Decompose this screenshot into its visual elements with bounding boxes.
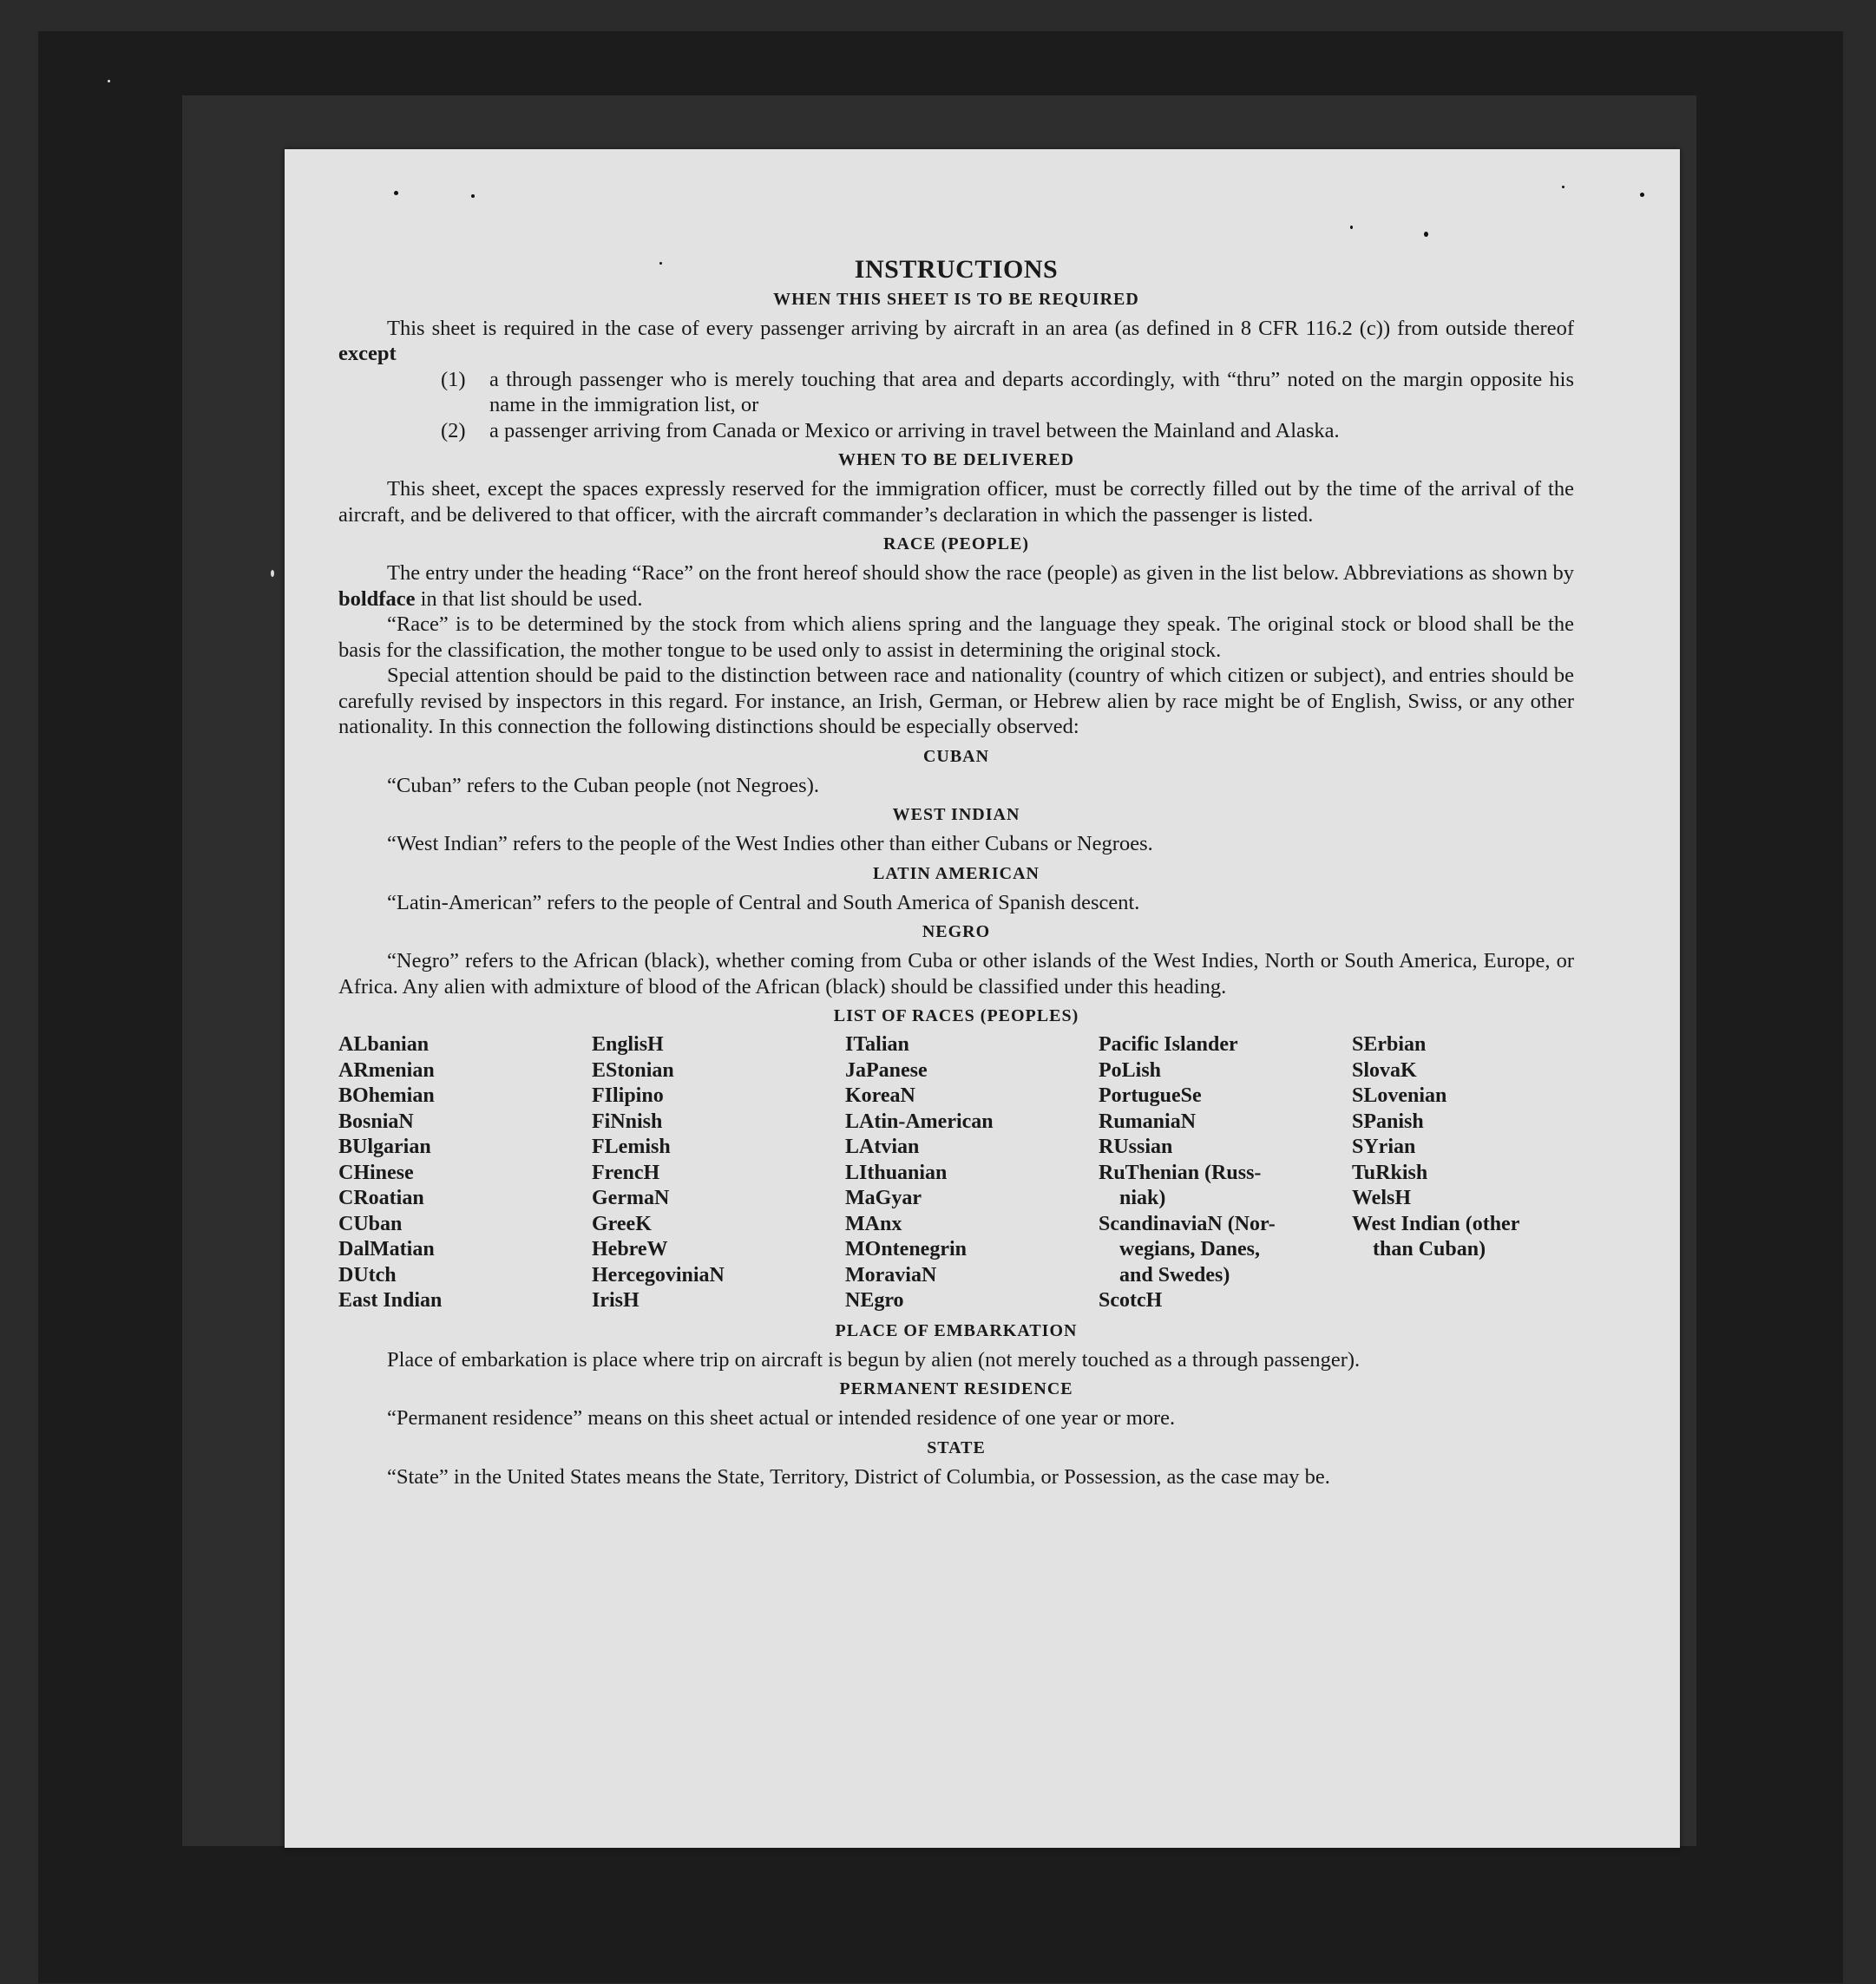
cuban-text: “Cuban” refers to the Cuban people (not Negroes).	[387, 773, 819, 797]
heading-permanent-residence: PERMANENT RESIDENCE	[839, 1379, 1073, 1398]
latin-american-text: “Latin-American” refers to the people of Central and South America of Spanish descent.	[387, 890, 1140, 914]
exception-item-2: (2) a passenger arriving from Canada or Mexico or arriving in travel between the Mainland and Alaska.	[441, 418, 1340, 442]
race-list-item: BosniaN	[338, 1110, 414, 1133]
heading-cuban: CUBAN	[922, 746, 990, 766]
heading-list-of-races: LIST OF RACES (PEOPLES)	[833, 1006, 1079, 1025]
race-list-item: JaPanese	[845, 1058, 928, 1082]
race-list-item: GreeK	[592, 1212, 652, 1235]
race-column-2	[592, 1032, 845, 1314]
heading-west-indian: WEST INDIAN	[892, 805, 1020, 824]
race-list-item: CRoatian	[338, 1187, 424, 1209]
race-list-item: FiNnish	[592, 1110, 663, 1133]
race-list-item: EStonian	[592, 1058, 674, 1082]
state-text: “State” in the United States means the State, Territory, District of Columbia, or Possession, as the case may be.	[387, 1464, 1330, 1489]
west-indian-text: “West Indian” refers to the people of the West Indies other than either Cubans or Negroes.	[387, 832, 1153, 855]
race-list-item: Pacific Islander	[1099, 1033, 1238, 1056]
race-list-item: FIlipino	[592, 1084, 664, 1107]
race-list-item: HercegoviniaN	[592, 1263, 725, 1287]
residence-text: “Permanent residence” means on this sheet actual or intended residence of one year or more.	[387, 1406, 1176, 1430]
race-list-item: MoraviaN	[845, 1263, 937, 1287]
race-list-item: PortugueSe	[1099, 1084, 1202, 1107]
race-list-item: SYrian	[1352, 1136, 1416, 1158]
heading-when-delivered: WHEN TO BE DELIVERED	[837, 450, 1075, 469]
race-list-item: FLemish	[592, 1136, 671, 1158]
race-list-item: WelsH	[1352, 1187, 1412, 1209]
heading-race: RACE (PEOPLE)	[883, 534, 1029, 553]
scan-speck	[471, 194, 475, 198]
race-list-item: IrisH	[592, 1289, 640, 1312]
scan-speck	[108, 80, 110, 82]
race-column-1	[338, 1032, 592, 1314]
race-list-item: RumaniaN	[1099, 1110, 1197, 1133]
race-list-item: NEgro	[845, 1289, 904, 1312]
race-list-item: SLovenian	[1352, 1084, 1447, 1107]
exception-item-1: (1) a through passenger who is merely touching that area and departs accordingly, with “thru” noted on the margin opposite his name in the immigration list, or	[441, 367, 1574, 416]
race-list-item: HebreW	[592, 1238, 668, 1260]
heading-when-required: WHEN THIS SHEET IS TO BE REQUIRED	[773, 289, 1139, 309]
race-list-item: ScandinaviaN (Nor-	[1099, 1212, 1276, 1235]
scan-speck	[394, 191, 398, 195]
race-column-5	[1352, 1032, 1605, 1314]
heading-latin-american: LATIN AMERICAN	[873, 863, 1040, 883]
page-title: INSTRUCTIONS	[854, 255, 1059, 284]
when-delivered-text: This sheet, except the spaces expressly reserved for the immigration officer, must be correctly filled out by the time of the arrival of the aircraft, and be delivered to that officer, with the aircraft commander’s declaration in which the passenger is listed.	[338, 477, 1574, 527]
race-list-item: LIthuanian	[845, 1161, 948, 1184]
heading-negro: NEGRO	[922, 922, 991, 941]
race-list-item: SlovaK	[1352, 1058, 1417, 1082]
race-list-item: LAtvian	[845, 1136, 920, 1158]
race-list-item: GermaN	[592, 1187, 670, 1209]
scan-speck	[1424, 232, 1428, 237]
race-list-item: RuThenian (Russ-	[1099, 1161, 1262, 1184]
race-list-item-continued: and Swedes)	[1119, 1263, 1230, 1287]
race-list-item: CHinese	[338, 1161, 414, 1184]
race-column-4	[1099, 1032, 1352, 1314]
race-list-item: RUssian	[1099, 1136, 1173, 1158]
race-list-item: ALbanian	[338, 1033, 430, 1056]
race-list-item: ITalian	[845, 1033, 909, 1056]
race-list-item: West Indian (other	[1352, 1212, 1520, 1235]
race-list-item: MAnx	[845, 1212, 902, 1235]
race-list-item: East Indian	[338, 1289, 443, 1312]
race-list-item: BOhemian	[338, 1084, 435, 1107]
race-list-item: DalMatian	[338, 1238, 435, 1260]
race-list	[338, 1032, 1574, 1314]
race-paragraph-1: The entry under the heading “Race” on the front hereof should show the race (people) as given in the list below. Abbreviations as shown by boldface in that list should be used.	[338, 561, 1574, 611]
heading-embarkation: PLACE OF EMBARKATION	[835, 1320, 1078, 1340]
race-list-item: MaGyar	[845, 1187, 922, 1209]
race-list-item: BUlgarian	[338, 1136, 431, 1158]
race-list-item: FrencH	[592, 1161, 660, 1184]
race-column-3	[845, 1032, 1099, 1314]
race-list-item: DUtch	[338, 1263, 397, 1287]
negro-text: “Negro” refers to the African (black), whether coming from Cuba or other islands of the West Indies, North or South America, Europe, or Africa. Any alien with admixture of blood of the African (black) should be classified under this heading.	[338, 949, 1574, 999]
scan-speck	[1640, 193, 1644, 197]
race-list-item: CUban	[338, 1212, 403, 1235]
race-paragraph-2: “Race” is to be determined by the stock from which aliens spring and the language they speak. The original stock or blood shall be the basis for the classification, the mother tongue to be used only to assist in determining the original stock.	[338, 612, 1574, 662]
document-page	[285, 149, 1680, 1848]
race-list-item: PoLish	[1099, 1058, 1162, 1082]
race-list-item-continued: niak)	[1119, 1187, 1166, 1209]
scan-speck	[1562, 186, 1564, 188]
scan-speck	[271, 570, 274, 577]
race-list-item: SErbian	[1352, 1033, 1427, 1056]
race-list-item: TuRkish	[1352, 1161, 1428, 1184]
embarkation-text: Place of embarkation is place where trip on aircraft is begun by alien (not merely touched as a through passenger).	[387, 1347, 1361, 1372]
race-list-item: MOntenegrin	[845, 1238, 967, 1260]
race-list-item-continued: wegians, Danes,	[1119, 1238, 1261, 1260]
when-required-intro: This sheet is required in the case of every passenger arriving by aircraft in an area (as defined in 8 CFR 116.2 (c)) from outside thereof except	[338, 316, 1574, 365]
heading-state: STATE	[927, 1437, 986, 1457]
race-list-item: ScotcH	[1099, 1289, 1163, 1312]
scan-speck	[1350, 226, 1353, 229]
race-list-item: KoreaN	[845, 1084, 915, 1107]
race-paragraph-3: Special attention should be paid to the distinction between race and nationality (country of which citizen or subject), and entries should be carefully revised by inspectors in this regard. For instance, an Irish, German, or Hebrew alien by race might be of English, Swiss, or any other nationality. In this connection the following distinctions should be especially observed:	[338, 664, 1574, 738]
race-list-item: EnglisH	[592, 1033, 664, 1056]
race-list-item-continued: than Cuban)	[1373, 1238, 1486, 1260]
race-list-item: ARmenian	[338, 1058, 435, 1082]
race-list-item: LAtin-American	[845, 1110, 994, 1133]
race-list-item: SPanish	[1352, 1110, 1424, 1133]
scan-speck	[659, 262, 662, 265]
document-body	[338, 257, 1574, 1490]
